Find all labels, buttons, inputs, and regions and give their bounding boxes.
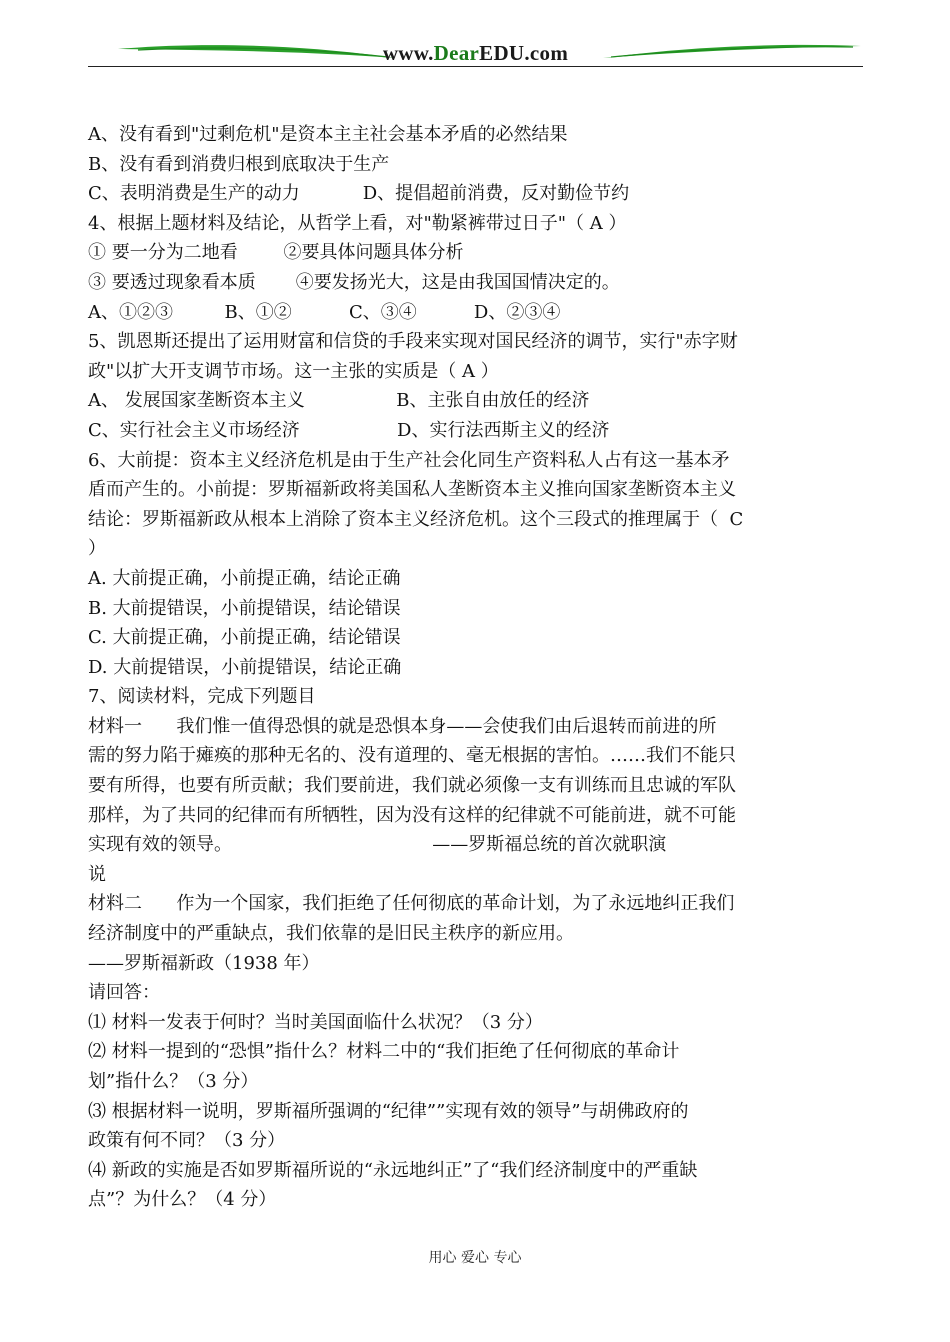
- sub-question-1: ⑴ 材料一发表于何时？当时美国面临什么状况？（3 分）: [88, 1011, 543, 1033]
- sub-question-3-cont: 政策有何不同？（3 分）: [88, 1130, 286, 1152]
- material-two-source: ——罗斯福新政（1938 年）: [88, 952, 320, 974]
- option-line: C、表明消费是生产的动力 D、提倡超前消费，反对勤俭节约: [88, 183, 630, 205]
- question-6-cont: ）: [88, 538, 106, 560]
- question-6-cont: 结论：罗斯福新政从根本上消除了资本主义经济危机。这个三段式的推理属于（ C: [88, 508, 744, 530]
- material-one: 那样，为了共同的纪律而有所牺牲，因为没有这样的纪律就不可能前进，就不可能: [88, 804, 736, 826]
- material-two: 材料二 作为一个国家，我们拒绝了任何彻底的革命计划，为了永远地纠正我们: [88, 893, 735, 915]
- page-footer: 用心 爱心 专心: [428, 1250, 522, 1266]
- sub-question-2-cont: 划”指什么？（3 分）: [88, 1071, 259, 1092]
- sub-question-4: ⑷ 新政的实施是否如罗斯福所说的“永远地纠正”了“我们经济制度中的严重缺: [88, 1159, 698, 1181]
- question-6-cont: 盾而产生的。小前提：罗斯福新政将美国私人垄断资本主义推向国家垄断资本主义: [88, 479, 736, 501]
- statement-line: ③ 要透过现象看本质 ④要发扬光大，这是由我国国情决定的。: [88, 271, 620, 293]
- sub-question-2: ⑵ 材料一提到的“恐惧”指什么？材料二中的“我们拒绝了任何彻底的革命计: [88, 1041, 680, 1063]
- brand-logo: www.DearEDU.com: [382, 41, 569, 65]
- material-one-source: 说: [88, 863, 106, 885]
- material-one: 需的努力陷于瘫痪的那种无名的、没有道理的、毫无根据的害怕。……我们不能只: [88, 745, 736, 767]
- sub-question-3: ⑶ 根据材料一说明，罗斯福所强调的“纪律””实现有效的领导”与胡佛政府的: [88, 1100, 689, 1122]
- header-rule: [88, 66, 863, 67]
- material-one: 材料一 我们惟一值得恐惧的就是恐惧本身——会使我们由后退转而前进的所: [88, 715, 717, 737]
- option-line: C. 大前提正确，小前提正确，结论错误: [88, 627, 401, 649]
- option-line: A、 发展国家垄断资本主义 B、主张自由放任的经济: [88, 390, 590, 412]
- option-line: B. 大前提错误，小前提错误，结论错误: [88, 597, 401, 619]
- right-swoosh-icon: [603, 40, 863, 62]
- option-line: C、实行社会主义市场经济 D、实行法西斯主义的经济: [88, 419, 610, 441]
- question-5: 5、凯恩斯还提出了运用财富和信贷的手段来实现对国民经济的调节，实行"赤字财: [88, 331, 738, 353]
- sub-question-4-cont: 点”？为什么？（4 分）: [88, 1189, 277, 1211]
- option-line: B、没有看到消费归根到底取决于生产: [88, 153, 390, 175]
- question-4: 4、根据上题材料及结论，从哲学上看，对"勒紧裤带过日子"（ A ）: [88, 212, 627, 234]
- statement-line: ① 要一分为二地看 ②要具体问题具体分析: [88, 242, 464, 264]
- page-header: [88, 36, 863, 68]
- document-body: [88, 120, 866, 1215]
- question-6: 6、大前提：资本主义经济危机是由于生产社会化同生产资料私人占有这一基本矛: [88, 449, 730, 471]
- question-5-cont: 政"以扩大开支调节市场。这一主张的实质是（ A ）: [88, 360, 499, 382]
- answer-prompt: 请回答：: [88, 982, 160, 1004]
- question-7: 7、阅读材料，完成下列题目: [88, 686, 316, 708]
- material-one-source: 实现有效的领导。 ——罗斯福总统的首次就职演: [88, 834, 667, 856]
- option-line: A、①②③ B、①② C、③④ D、②③④: [88, 301, 561, 323]
- option-line: D. 大前提错误，小前提错误，结论正确: [88, 656, 402, 678]
- material-one: 要有所得，也要有所贡献；我们要前进，我们就必须像一支有训练而且忠诚的军队: [88, 775, 736, 797]
- option-line: A. 大前提正确，小前提正确，结论正确: [88, 567, 401, 589]
- option-line: A、没有看到"过剩危机"是资本主主社会基本矛盾的必然结果: [88, 124, 568, 145]
- material-two: 经济制度中的严重缺点，我们依靠的是旧民主秩序的新应用。: [88, 923, 574, 945]
